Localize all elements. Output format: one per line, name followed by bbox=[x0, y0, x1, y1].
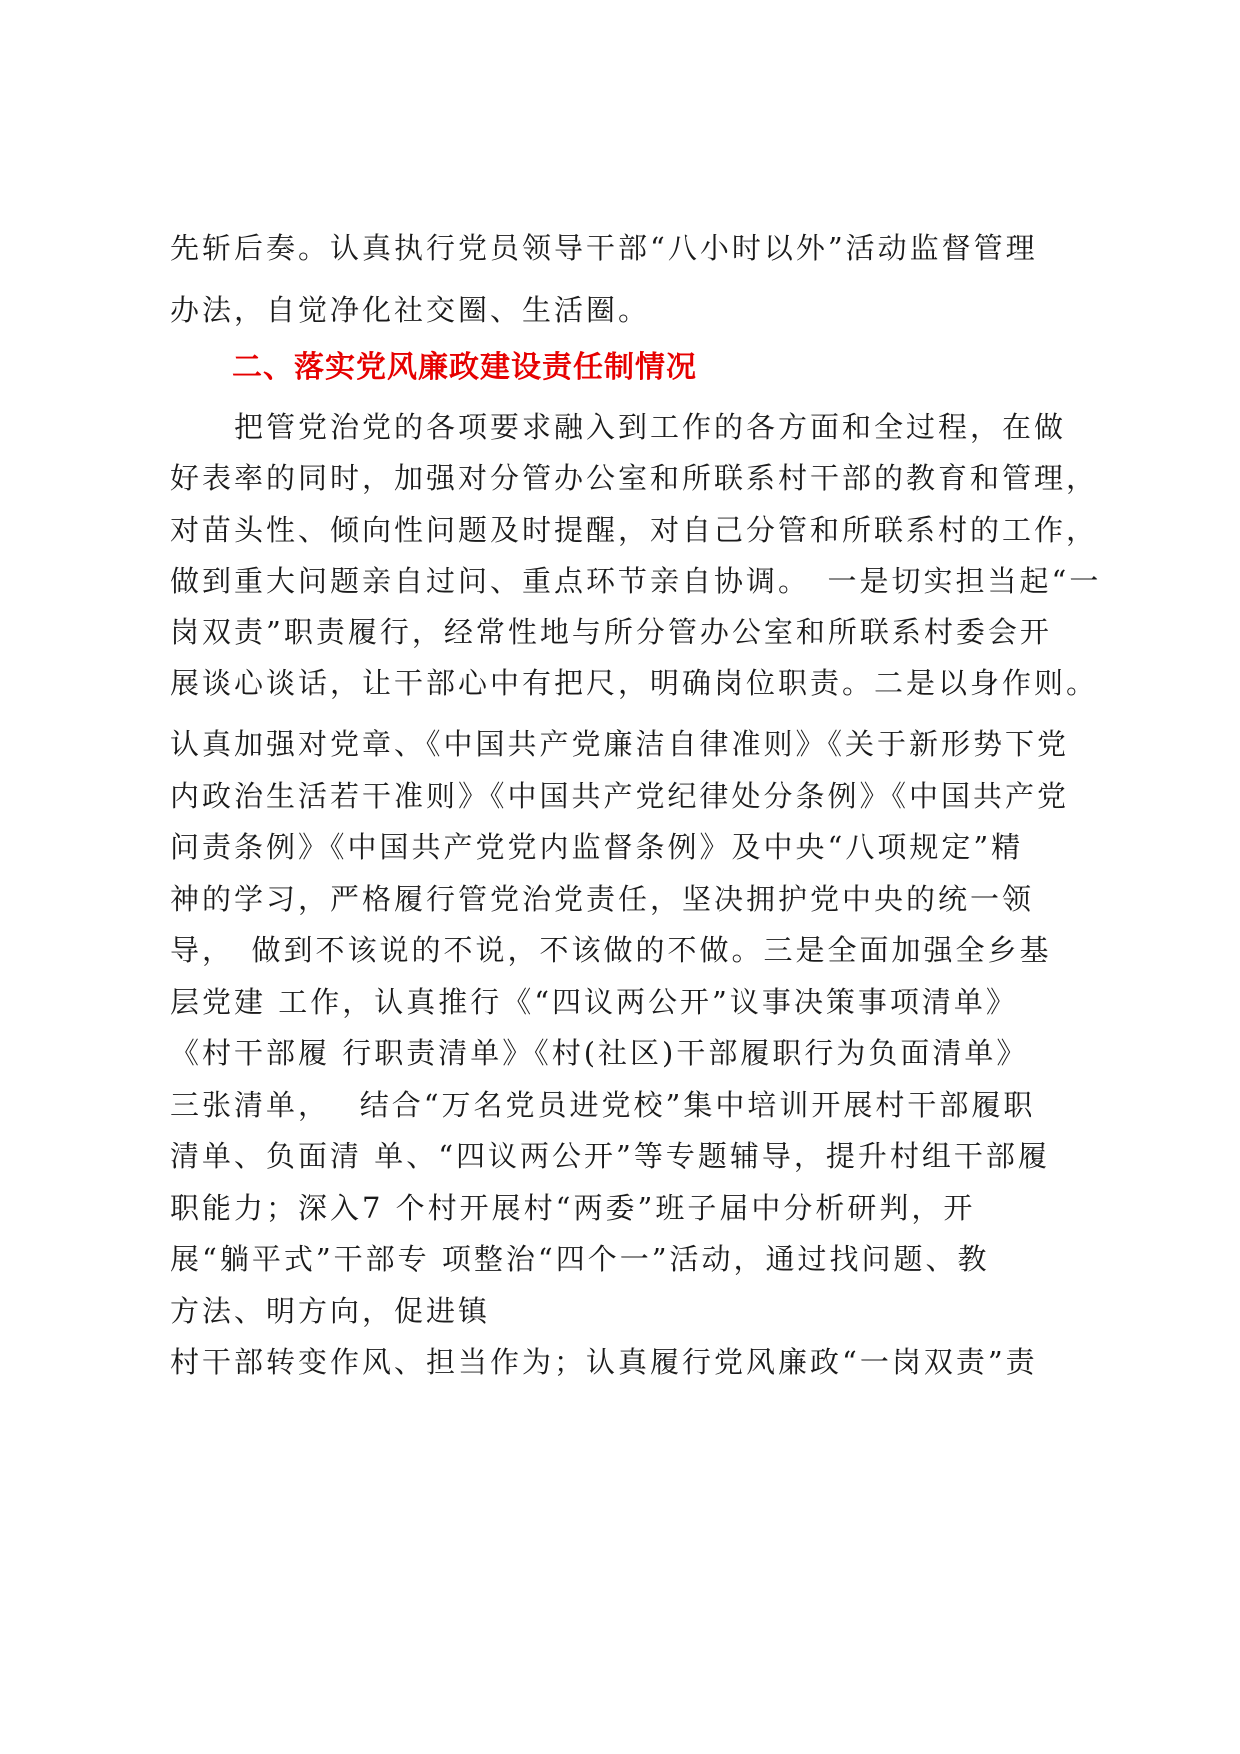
body-line: 问责条例》《中国共产党党内监督条例》及中央“八项规定”精 bbox=[170, 830, 1024, 864]
body-line: 层党建 工作，认真推行《“四议两公开”议事决策事项清单》 bbox=[170, 985, 1018, 1019]
body-line: 展“躺平式”干部专 项整治“四个一”活动，通过找问题、教 bbox=[170, 1242, 990, 1276]
body-line: 认真加强对党章、《中国共产党廉洁自律准则》《关于新形势下党 bbox=[170, 727, 1070, 761]
body-line: 对苗头性、倾向性问题及时提醒，对自己分管和所联系村的工作， bbox=[170, 513, 1099, 547]
body-line: 做到重大问题亲自过问、重点环节亲自协调。 一是切实担当起“一 bbox=[170, 564, 1102, 598]
body-line: 内政治生活若干准则》《中国共产党纪律处分条例》《中国共产党 bbox=[170, 779, 1070, 813]
body-line: 村干部转变作风、担当作为；认真履行党风廉政“一岗双责”责 bbox=[170, 1345, 1038, 1379]
body-line: 职能力；深入7 个村开展村“两委”班子届中分析研判，开 bbox=[170, 1191, 976, 1225]
body-line: 清单、负面清 单、“四议两公开”等专题辅导，提升村组干部履 bbox=[170, 1139, 1050, 1173]
body-line: 神的学习，严格履行管党治党责任，坚决拥护党中央的统一领 bbox=[170, 882, 1035, 916]
body-line: 方法、明方向，促进镇 bbox=[170, 1294, 491, 1328]
body-line: 好表率的同时，加强对分管办公室和所联系村干部的教育和管理， bbox=[170, 461, 1099, 495]
intro-line-2: 办法，自觉净化社交圈、生活圈。 bbox=[170, 293, 651, 327]
body-line: 岗双责”职责履行，经常性地与所分管办公室和所联系村委会开 bbox=[170, 615, 1052, 649]
body-line: 《村干部履 行职责清单》《村(社区)干部履职行为负面清单》 bbox=[170, 1036, 1029, 1070]
body-line: 三张清单， 结合“万名党员进党校”集中培训开展村干部履职 bbox=[170, 1088, 1036, 1122]
body-line: 导， 做到不该说的不说，不该做的不做。三是全面加强全乡基 bbox=[170, 933, 1052, 967]
section-heading: 二、落实党风廉政建设责任制情况 bbox=[232, 350, 697, 385]
body-line: 把管党治党的各项要求融入到工作的各方面和全过程，在做 bbox=[170, 410, 1067, 444]
intro-line-1: 先斩后奏。认真执行党员领导干部“八小时以外”活动监督管理 bbox=[170, 231, 1038, 265]
body-line: 展谈心谈话，让干部心中有把尺，明确岗位职责。二是以身作则。 bbox=[170, 666, 1099, 700]
